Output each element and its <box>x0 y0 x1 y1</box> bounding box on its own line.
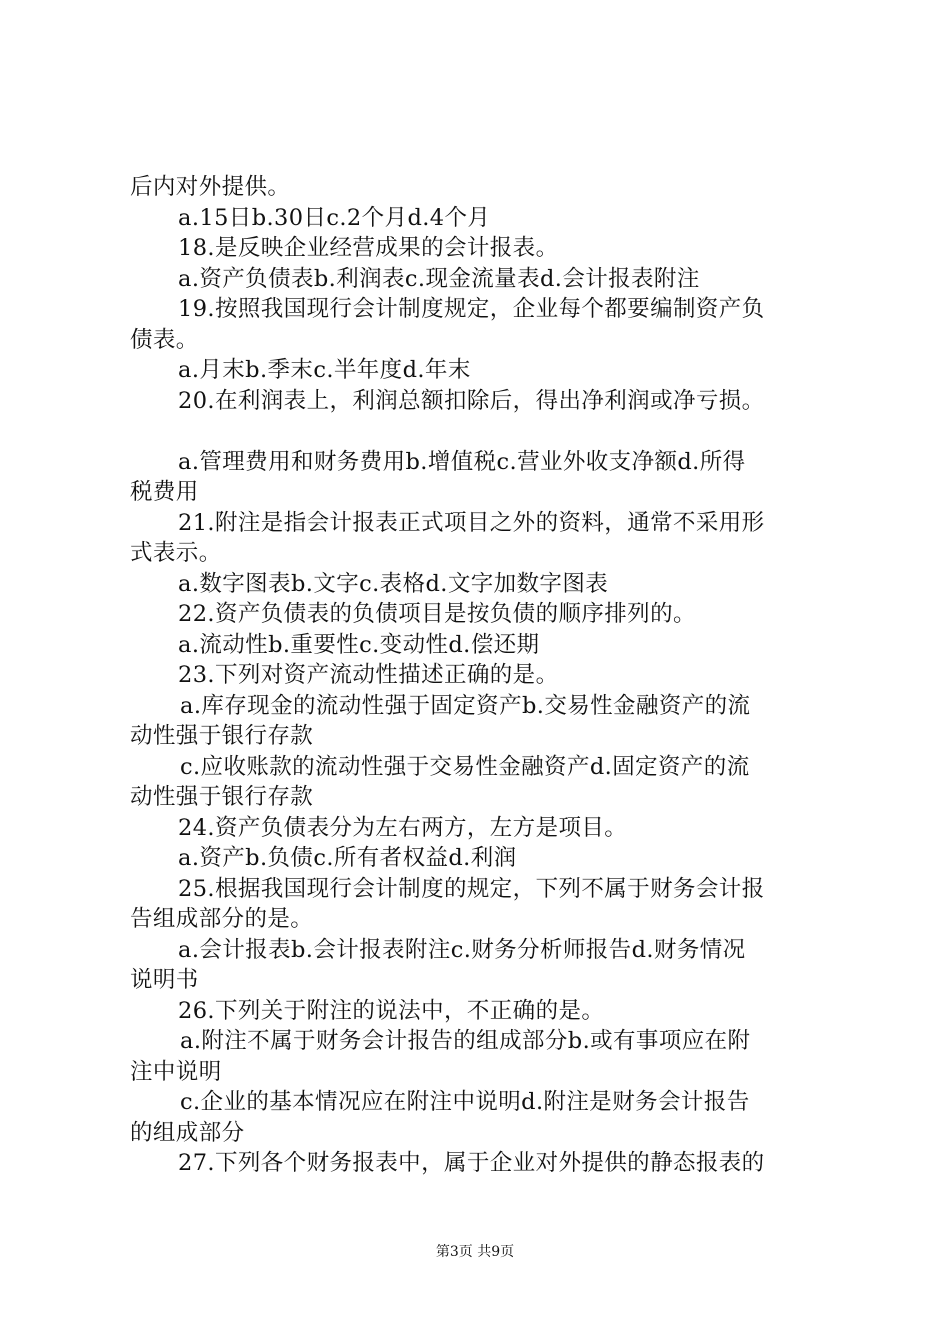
text-line: 注中说明 <box>130 1058 222 1085</box>
question-24: 24.资产负债表分为左右两方，左方是项目。 <box>178 814 628 841</box>
text-line: 动性强于银行存款 <box>130 723 314 749</box>
text-line: 式表示。 <box>130 540 222 566</box>
answer-options-26-ab: a.附注不属于财务会计报告的组成部分b.或有事项应在附 <box>180 1028 751 1054</box>
question-22: 22.资产负债表的负债项目是按负债的顺序排列的。 <box>178 601 696 627</box>
answer-options-25: a.会计报表b.会计报表附注c.财务分析师报告d.财务情况 <box>178 936 746 963</box>
text-line: 动性强于银行存款 <box>130 784 314 810</box>
question-21: 21.附注是指会计报表正式项目之外的资料，通常不采用形 <box>178 509 765 536</box>
answer-options-18: a.资产负债表b.利润表c.现金流量表d.会计报表附注 <box>178 265 700 292</box>
question-27: 27.下列各个财务报表中，属于企业对外提供的静态报表的 <box>178 1150 765 1176</box>
blank-line <box>130 416 830 447</box>
text-line: 告组成部分的是。 <box>130 906 314 932</box>
question-19: 19.按照我国现行会计制度规定，企业每个都要编制资产负 <box>178 296 765 322</box>
answer-options-21: a.数字图表b.文字c.表格d.文字加数字图表 <box>178 570 609 597</box>
answer-options-19: a.月末b.季末c.半年度d.年末 <box>178 357 471 383</box>
question-20: 20.在利润表上，利润总额扣除后，得出净利润或净亏损。 <box>178 387 765 414</box>
answer-options-24: a.资产b.负债c.所有者权益d.利润 <box>178 845 517 871</box>
answer-options-17: a.15日b.30日c.2个月d.4个月 <box>178 204 491 231</box>
text-line: 债表。 <box>130 326 199 353</box>
text-line: 说明书 <box>130 967 199 993</box>
question-18: 18.是反映企业经营成果的会计报表。 <box>178 235 559 261</box>
page-footer <box>0 1243 950 1261</box>
question-25: 25.根据我国现行会计制度的规定，下列不属于财务会计报 <box>178 875 765 902</box>
answer-options-23-ab: a.库存现金的流动性强于固定资产b.交易性金融资产的流 <box>180 692 751 719</box>
text-line: 的组成部分 <box>130 1119 245 1146</box>
answer-options-23-cd: c.应收账款的流动性强于交易性金融资产d.固定资产的流 <box>180 753 750 780</box>
document-body <box>130 172 830 1179</box>
answer-options-22: a.流动性b.重要性c.变动性d.偿还期 <box>178 631 540 658</box>
answer-options-26-cd: c.企业的基本情况应在附注中说明d.附注是财务会计报告 <box>180 1089 750 1115</box>
page-number: 第3页 共9页 <box>435 1244 515 1260</box>
answer-options-20: a.管理费用和财务费用b.增值税c.营业外收支净额d.所得 <box>178 448 746 475</box>
text-line: 税费用 <box>130 479 199 505</box>
question-23: 23.下列对资产流动性描述正确的是。 <box>178 662 559 688</box>
text-line: 后内对外提供。 <box>130 174 291 200</box>
question-26: 26.下列关于附注的说法中，不正确的是。 <box>178 997 605 1024</box>
